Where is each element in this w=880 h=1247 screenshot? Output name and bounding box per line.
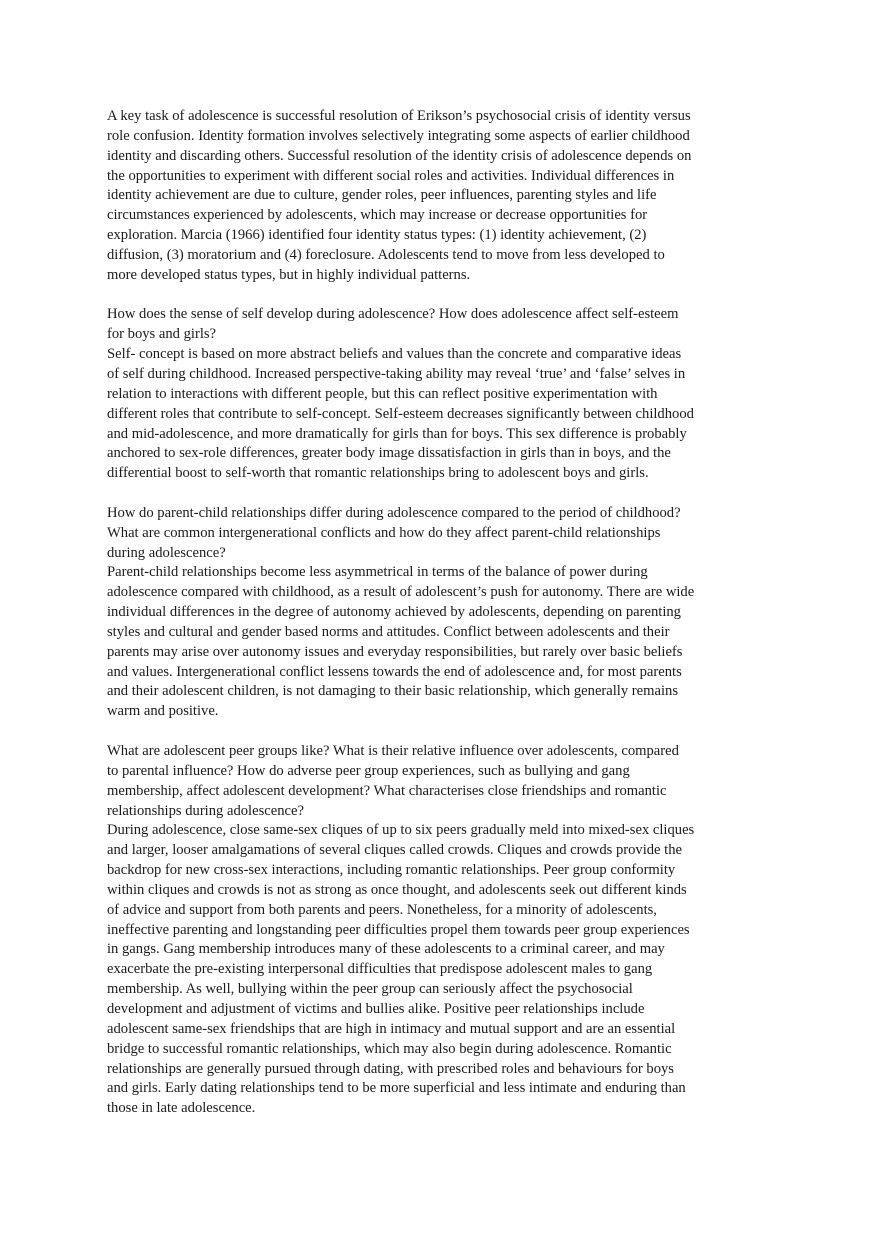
- text-line: and larger, looser amalgamations of several cliques called crowds. Cliques and crowds provide the: [107, 842, 683, 859]
- text-line: circumstances experienced by adolescents, which may increase or decrease opportunities for: [107, 207, 648, 224]
- text-line: During adolescence, close same-sex cliques of up to six peers gradually meld into mixed-sex cliques: [107, 822, 695, 839]
- question-line: relationships during adolescence?: [107, 802, 304, 819]
- text-line: Parent-child relationships become less asymmetrical in terms of the balance of power during: [107, 564, 648, 581]
- text-line: adolescent same-sex friendships that are high in intimacy and mutual support and are an essential: [107, 1020, 676, 1037]
- text-line: identity achievement are due to culture, gender roles, peer influences, parenting styles and life: [107, 187, 657, 204]
- text-line: of advice and support from both parents and peers. Nonetheless, for a minority of adolescents,: [107, 901, 657, 918]
- text-line: within cliques and crowds is not as strong as once thought, and adolescents seek out different kinds: [107, 881, 687, 898]
- text-line: those in late adolescence.: [107, 1100, 256, 1117]
- paragraph-self-esteem: [107, 305, 763, 484]
- text-line: and values. Intergenerational conflict lessens towards the end of adolescence and, for most parents: [107, 663, 682, 680]
- text-line: parents may arise over autonomy issues and everyday responsibilities, but rarely over basic beliefs: [107, 643, 683, 660]
- paragraph-spacer: [107, 722, 763, 742]
- text-line: styles and cultural and gender based norms and attitudes. Conflict between adolescents and their: [107, 623, 670, 640]
- question-line: What are common intergenerational conflicts and how do they affect parent-child relationships: [107, 524, 661, 541]
- question-line: for boys and girls?: [107, 326, 217, 343]
- text-line: more developed status types, but in highly individual patterns.: [107, 266, 471, 283]
- text-line: of self during childhood. Increased perspective-taking ability may reveal ‘true’ and ‘false’ selves in: [107, 365, 686, 382]
- text-line: ineffective parenting and longstanding peer difficulties propel them towards peer group experiences: [107, 921, 690, 938]
- text-line: A key task of adolescence is successful resolution of Erikson’s psychosocial crisis of identity versus: [107, 108, 691, 124]
- text-line: exploration. Marcia (1966) identified four identity status types: (1) identity achievement, (2): [107, 227, 647, 244]
- text-line: relation to interactions with different people, but this can reflect positive experimentation with: [107, 385, 658, 402]
- question-line: membership, affect adolescent development? What characterises close friendships and romantic: [107, 782, 667, 799]
- text-line: different roles that contribute to self-concept. Self-esteem decreases significantly between childhood: [107, 405, 694, 422]
- text-line: and mid-adolescence, and more dramatically for girls than for boys. This sex difference is probably: [107, 425, 687, 442]
- document-page: [107, 107, 763, 1119]
- text-line: bridge to successful romantic relationships, which may also begin during adolescence. Romantic: [107, 1040, 672, 1057]
- text-line: differential boost to self-worth that romantic relationships bring to adolescent boys and girls.: [107, 465, 649, 482]
- question-line: to parental influence? How do adverse peer group experiences, such as bullying and gang: [107, 762, 630, 779]
- paragraph-spacer: [107, 286, 763, 306]
- text-line: individual differences in the degree of autonomy achieved by adolescents, depending on parenting: [107, 604, 681, 621]
- text-line: diffusion, (3) moratorium and (4) foreclosure. Adolescents tend to move from less developed to: [107, 246, 665, 263]
- text-line: the opportunities to experiment with different social roles and activities. Individual differences in: [107, 167, 675, 184]
- text-line: relationships are generally pursued through dating, with prescribed roles and behaviours for boys: [107, 1060, 674, 1077]
- text-line: and their adolescent children, is not damaging to their basic relationship, which generally remains: [107, 683, 679, 700]
- text-line: development and adjustment of victims and bullies alike. Positive peer relationships include: [107, 1000, 645, 1017]
- question-line: How does the sense of self develop during adolescence? How does adolescence affect self-esteem: [107, 306, 679, 323]
- paragraph-identity: [107, 107, 763, 286]
- text-line: adolescence compared with childhood, as a result of adolescent’s push for autonomy. There are wide: [107, 584, 695, 601]
- text-line: anchored to sex-role differences, greater body image dissatisfaction in girls than in boys, and the: [107, 445, 671, 462]
- text-line: role confusion. Identity formation involves selectively integrating some aspects of earlier childhood: [107, 127, 690, 144]
- text-line: in gangs. Gang membership introduces many of these adolescents to a criminal career, and may: [107, 941, 665, 958]
- question-line: How do parent-child relationships differ during adolescence compared to the period of childhood?: [107, 504, 681, 521]
- text-line: warm and positive.: [107, 703, 219, 720]
- paragraph-spacer: [107, 484, 763, 504]
- text-line: exacerbate the pre-existing interpersonal difficulties that predispose adolescent males to gang: [107, 961, 653, 978]
- paragraph-parent-child: [107, 504, 763, 722]
- text-line: Self- concept is based on more abstract beliefs and values than the concrete and comparative ideas: [107, 346, 682, 363]
- question-line: What are adolescent peer groups like? What is their relative influence over adolescents, compared: [107, 743, 679, 759]
- text-line: identity and discarding others. Successful resolution of the identity crisis of adolescence depends on: [107, 147, 692, 164]
- paragraph-peer-groups: [107, 742, 763, 1119]
- question-line: during adolescence?: [107, 544, 226, 561]
- text-line: and girls. Early dating relationships tend to be more superficial and less intimate and enduring than: [107, 1080, 686, 1097]
- text-line: membership. As well, bullying within the peer group can seriously affect the psychosocial: [107, 981, 633, 998]
- text-line: backdrop for new cross-sex interactions, including romantic relationships. Peer group conformity: [107, 862, 676, 879]
